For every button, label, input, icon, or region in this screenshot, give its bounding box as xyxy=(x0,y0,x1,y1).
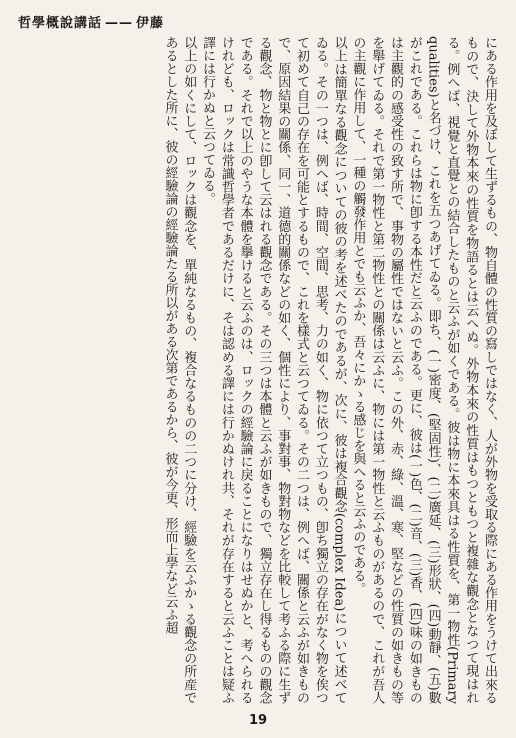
paragraph-3: 以上の如くにして、ロックは觀念を、單純なるもの、複合なるものの二つに分け、經驗を云ふかゝる觀念の所産であるとした所に、彼の經驗論の經驗論たる所以がある次第であるから、彼が今更、形而上學など云ふ超 xyxy=(162,36,197,704)
vertical-body-text xyxy=(16,36,498,704)
running-header xyxy=(18,12,164,31)
header-author: 伊藤 xyxy=(136,16,165,31)
page-number: 19 xyxy=(248,713,268,728)
header-dash: —— xyxy=(105,16,134,31)
paragraph-2: 以上は簡單なる觀念についての彼の考を述べたのであるが、次に、彼は複合觀念(complex Idea)について述べてゐる。その一つは、例へば、時間、空間、思考、力の如く、物に依つて立つもの、卽ち獨立の存在がなく物を俟つて初めて自己の存在を可能とするもので、これを樣式と云つてゐる。その二つは、例へば、關係と云ふが如きもので、原因結果の關係、同一、道德的關係などの如く、個性により、事對事、物對物などを比較して考ふる際に生ずる觀念、物と物とに卽して云はれる觀念である。その三つは本體と云ふが如きもので、獨立存在し得るものの觀念である。それで以上のやうな本體を擧けると云ふのは、ロックの經驗論に戾ることになりはせぬかと、考へられるけれども、ロックは常識哲學者であるだけに、そは認める譯には行かぬけれ共、それが存在すると云ふことは疑ふ譯には行かぬと云つてゐる。 xyxy=(200,36,347,704)
header-title: 哲學概說講話 xyxy=(18,16,103,31)
paragraph-1: にある作用を及ぼして生ずるもの、物自體の性質の寫しではなく、人が外物を受取る際にある作用をうけて出來るもので、決して外物本來の性質を物語るとは云へぬ。外物本來の性質はもつともつと複雜な觀念となつて現はれる。例へば、視覺と直覺との結合したものと云ふが如くである。彼は物に本來具はる性質を、第一物性(Primary qualities)と名づけ、これを五つあげてゐる。即ち、(一)密度、(堅固性)、(二)廣延、(三)形狀、(四)動靜、(五)數がこれである。これらは物に卽する本性だと云ふのである。更に、彼は(一)色、(二)音、(三)香、(四)味の如きものは主觀的の感受性の致す所で、事物の屬性ではないと云ふ。この外、赤、綠、溫、寒、堅などの性質の如きもの等を舉げてゐる。それで第一物性と第二物性との關係は云ふに、物には第一物性と云ふものがあるので、これが吾人の主觀に作用して、一種の觸發作用とでも云ふか、吾々にかゝる感じを與へると云ふのである。 xyxy=(350,36,497,705)
